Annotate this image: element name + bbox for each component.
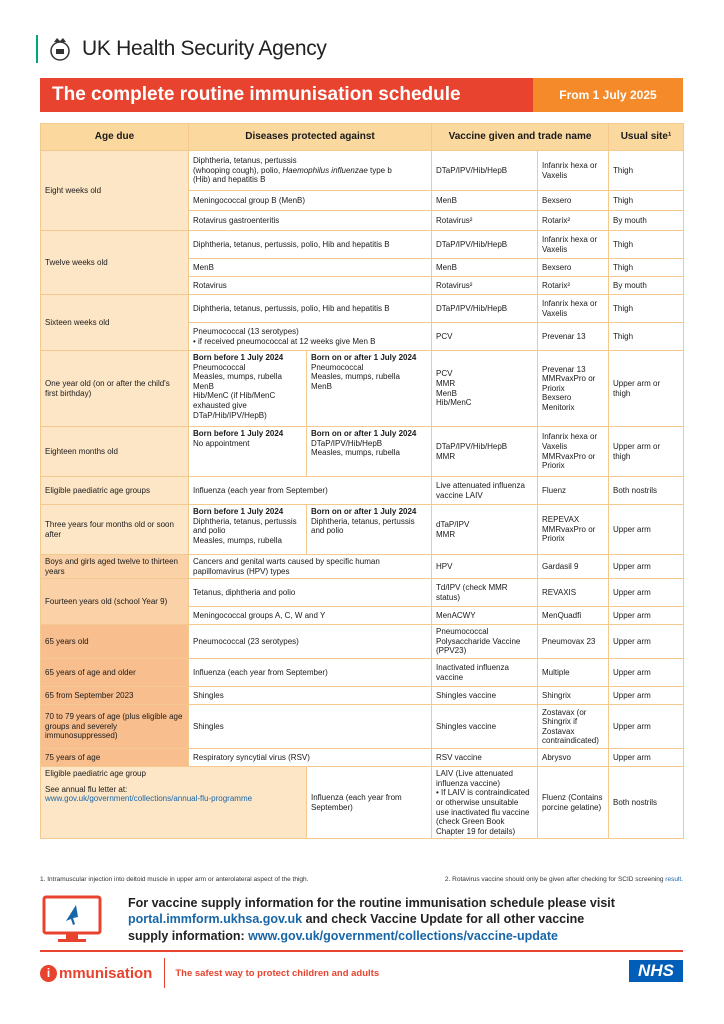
disease-cell-before: Born before 1 July 2024 No appointment (189, 427, 307, 477)
supply-text: For vaccine supply information for the routine immunisation schedule please visit portal.immform.ukhsa.gov.uk and check Vaccine Update for all other vaccine supply information: www.gov.uk/government/collections/vaccine-update (128, 896, 615, 943)
age-cell: One year old (on or after the child's first birthday) (41, 351, 189, 427)
trade-name-cell: Abrysvo (538, 749, 609, 767)
site-cell: Upper arm (609, 625, 684, 659)
disease-cell: Influenza (each year from September) (189, 659, 432, 687)
trade-name-cell: Pneumovax 23 (538, 625, 609, 659)
table-row (41, 295, 684, 323)
schedule-table (40, 123, 684, 839)
trade-name-cell: Rotarix² (538, 211, 609, 231)
table-row (41, 477, 684, 505)
site-cell: Upper arm (609, 749, 684, 767)
trade-name-cell: Infanrix hexa or Vaxelis (538, 231, 609, 259)
age-cell: Sixteen weeks old (41, 295, 189, 351)
trade-name-cell: Multiple (538, 659, 609, 687)
disease-cell: Respiratory syncytial virus (RSV) (189, 749, 432, 767)
disease-cell: Pneumococcal (13 serotypes) • if received pneumococcal at 12 weeks give Men B (189, 323, 432, 351)
table-row (41, 555, 684, 579)
flu-box-see: See annual flu letter at: (45, 784, 128, 794)
trade-name-cell: Infanrix hexa or Vaxelis (538, 151, 609, 191)
site-cell: Upper arm or thigh (609, 427, 684, 477)
vaccine-cell: Rotavirus² (432, 277, 538, 295)
trade-name-cell: REVAXIS (538, 579, 609, 607)
supply-info (40, 893, 683, 945)
table-row (41, 231, 684, 259)
site-cell: Both nostrils (609, 477, 684, 505)
disease-cell: Meningococcal groups A, C, W and Y (189, 607, 432, 625)
vaccine-cell: MenB (432, 191, 538, 211)
disease-cell: Pneumococcal (23 serotypes) (189, 625, 432, 659)
site-cell: Thigh (609, 295, 684, 323)
immunisation-logo-dot: i (40, 965, 57, 982)
age-cell: Eight weeks old (41, 151, 189, 231)
table-row (41, 687, 684, 705)
vaccine-cell: PCV (432, 323, 538, 351)
header-accent-bar (36, 35, 38, 63)
age-cell: 75 years of age (41, 749, 189, 767)
trade-name-cell: Gardasil 9 (538, 555, 609, 579)
disease-cell: Cancers and genital warts caused by specific human papillomavirus (HPV) types (189, 555, 432, 579)
site-cell: Both nostrils (609, 767, 684, 839)
site-cell: By mouth (609, 211, 684, 231)
disease-cell-after: Born on or after 1 July 2024 DTaP/IPV/Hib/HepB Measles, mumps, rubella (307, 427, 432, 477)
trade-name-cell: Shingrix (538, 687, 609, 705)
table-row (41, 579, 684, 607)
vaccine-cell: Shingles vaccine (432, 705, 538, 749)
site-cell: Upper arm (609, 659, 684, 687)
trade-name-cell: MenQuadfi (538, 607, 609, 625)
site-cell: Thigh (609, 191, 684, 211)
disease-cell: Diphtheria, tetanus, pertussis, polio, Hib and hepatitis B (189, 231, 432, 259)
disease-cell: Tetanus, diphtheria and polio (189, 579, 432, 607)
disease-cell: Shingles (189, 687, 432, 705)
trade-name-cell: REPEVAX MMRvaxPro or Priorix (538, 505, 609, 555)
footnote-1: 1. Intramuscular injection into deltoid muscle in upper arm or anterolateral aspect of the thigh. (40, 876, 309, 883)
vaccine-cell: DTaP/IPV/Hib/HepB MMR (432, 427, 538, 477)
agency-name: UK Health Security Agency (82, 37, 327, 60)
scid-result-link[interactable]: result. (665, 876, 683, 883)
header-vaccine: Vaccine given and trade name (432, 124, 609, 151)
vaccine-cell: Pneumococcal Polysaccharide Vaccine (PPV23) (432, 625, 538, 659)
table-row (41, 767, 684, 839)
trade-name-cell: Prevenar 13 MMRvaxPro or Priorix Bexsero Menitorix (538, 351, 609, 427)
table-header-row (41, 124, 684, 151)
site-cell: Thigh (609, 151, 684, 191)
trade-name-cell: Infanrix hexa or Vaxelis (538, 295, 609, 323)
table-row (41, 705, 684, 749)
site-cell: By mouth (609, 277, 684, 295)
trade-name-cell: Zostavax (or Shingrix if Zostavax contraindicated) (538, 705, 609, 749)
site-cell: Upper arm (609, 607, 684, 625)
site-cell: Thigh (609, 323, 684, 351)
table-row (41, 351, 684, 427)
disease-cell-before: Born before 1 July 2024 Pneumococcal Measles, mumps, rubella MenB Hib/MenC (if Hib/MenC exhausted give DTaP/Hib/IPV/HepB) (189, 351, 307, 427)
page-title: The complete routine immunisation schedule (40, 78, 533, 112)
age-cell: 65 from September 2023 (41, 687, 189, 705)
disease-cell: Rotavirus gastroenteritis (189, 211, 432, 231)
immunisation-logo: i mmunisation (40, 965, 152, 982)
trade-name-cell: Prevenar 13 (538, 323, 609, 351)
disease-cell: Diphtheria, tetanus, pertussis (whooping cough), polio, Haemophilus influenzae type b (Hib) and hepatitis B (189, 151, 432, 191)
site-cell: Thigh (609, 231, 684, 259)
footnote-2: 2. Rotavirus vaccine should only be given after checking for SCID screening result. (444, 876, 683, 883)
age-cell: Eligible paediatric age groups (41, 477, 189, 505)
footer-divider (40, 950, 683, 952)
vaccine-cell: MenACWY (432, 607, 538, 625)
age-cell: Boys and girls aged twelve to thirteen years (41, 555, 189, 579)
trade-name-cell: Infanrix hexa or Vaxelis MMRvaxPro or Priorix (538, 427, 609, 477)
trade-name-cell: Fluenz (538, 477, 609, 505)
vaccine-cell: LAIV (Live attenuated influenza vaccine) • If LAIV is contraindicated or otherwise unsuitable use inactivated flu vaccine (check Green Book Chapter 19 for details) (432, 767, 538, 839)
disease-cell: Influenza (each year from September) (189, 477, 432, 505)
disease-cell: Influenza (each year from September) (307, 767, 432, 839)
footer-tagline: The safest way to protect children and adults (175, 967, 380, 979)
header-age: Age due (41, 124, 189, 151)
disease-cell-after: Born on or after 1 July 2024 Diphtheria, tetanus, pertussis and polio (307, 505, 432, 555)
immform-link[interactable]: portal.immform.ukhsa.gov.uk (128, 912, 303, 927)
site-cell: Thigh (609, 259, 684, 277)
footer (40, 956, 683, 990)
age-cell: 65 years of age and older (41, 659, 189, 687)
vaccine-cell: DTaP/IPV/Hib/HepB (432, 151, 538, 191)
header-site: Usual site¹ (609, 124, 684, 151)
disease-cell-after: Born on or after 1 July 2024 Pneumococcal Measles, mumps, rubella MenB (307, 351, 432, 427)
vaccine-cell: dTaP/IPV MMR (432, 505, 538, 555)
table-row (41, 505, 684, 555)
disease-cell: Diphtheria, tetanus, pertussis, polio, Hib and hepatitis B (189, 295, 432, 323)
vaccine-cell: Td/IPV (check MMR status) (432, 579, 538, 607)
vaccine-cell: PCV MMR MenB Hib/MenC (432, 351, 538, 427)
site-cell: Upper arm (609, 705, 684, 749)
header-diseases: Diseases protected against (189, 124, 432, 151)
trade-name-cell: Rotarix² (538, 277, 609, 295)
site-cell: Upper arm (609, 579, 684, 607)
site-cell: Upper arm (609, 687, 684, 705)
royal-crest-icon (46, 35, 74, 63)
site-cell: Upper arm or thigh (609, 351, 684, 427)
vaccine-update-link[interactable]: www.gov.uk/government/collections/vaccine-update (248, 928, 558, 943)
table-row (41, 427, 684, 477)
vaccine-cell: RSV vaccine (432, 749, 538, 767)
site-cell: Upper arm (609, 505, 684, 555)
computer-monitor-icon (42, 895, 102, 945)
disease-cell-before: Born before 1 July 2024 Diphtheria, tetanus, pertussis and polio Measles, mumps, rubella (189, 505, 307, 555)
table-row (41, 749, 684, 767)
table-row (41, 659, 684, 687)
flu-box-age: Eligible paediatric age group (45, 769, 146, 779)
trade-name-cell: Fluenz (Contains porcine gelatine) (538, 767, 609, 839)
vaccine-cell: MenB (432, 259, 538, 277)
disease-cell: Rotavirus (189, 277, 432, 295)
trade-name-cell: Bexsero (538, 191, 609, 211)
vaccine-cell: Shingles vaccine (432, 687, 538, 705)
vaccine-cell: DTaP/IPV/Hib/HepB (432, 231, 538, 259)
footnotes (40, 876, 683, 883)
disease-cell: MenB (189, 259, 432, 277)
age-cell: Twelve weeks old (41, 231, 189, 295)
table-row (41, 625, 684, 659)
disease-cell: Meningococcal group B (MenB) (189, 191, 432, 211)
age-cell: 65 years old (41, 625, 189, 659)
age-cell: Fourteen years old (school Year 9) (41, 579, 189, 625)
header (36, 34, 327, 64)
disease-cell: Shingles (189, 705, 432, 749)
nhs-logo: NHS (629, 960, 683, 982)
site-cell: Upper arm (609, 555, 684, 579)
vaccine-cell: DTaP/IPV/Hib/HepB (432, 295, 538, 323)
vaccine-cell: Live attenuated influenza vaccine LAIV (432, 477, 538, 505)
vaccine-cell: Rotavirus² (432, 211, 538, 231)
effective-date: From 1 July 2025 (533, 78, 683, 112)
title-bar (40, 78, 683, 112)
vaccine-cell: HPV (432, 555, 538, 579)
vaccine-cell: Inactivated influenza vaccine (432, 659, 538, 687)
age-cell: Three years four months old or soon after (41, 505, 189, 555)
flu-box-age-cell (41, 767, 307, 839)
footer-separator (164, 958, 165, 988)
table-row (41, 151, 684, 191)
age-cell: 70 to 79 years of age (plus eligible age groups and severely immunosuppressed) (41, 705, 189, 749)
trade-name-cell: Bexsero (538, 259, 609, 277)
age-cell: Eighteen months old (41, 427, 189, 477)
annual-flu-link[interactable]: www.gov.uk/government/collections/annual-flu-programme (45, 794, 253, 804)
